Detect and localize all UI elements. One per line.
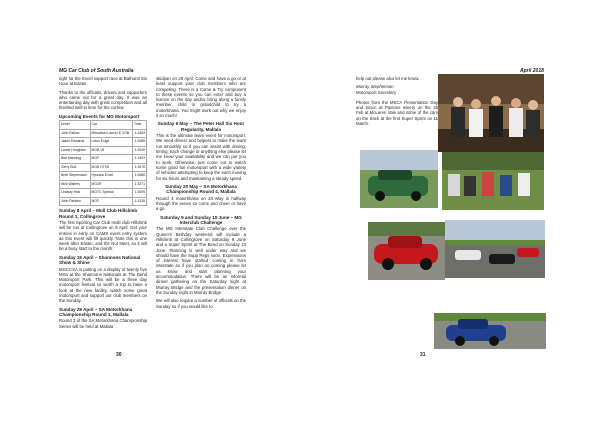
table-cell: 1:2085 <box>133 138 147 147</box>
table-cell: Nick Walters <box>60 180 91 189</box>
table-cell: Gerry Bull <box>60 163 91 172</box>
photo-blue-car <box>434 313 546 349</box>
section-heading: Sunday 6 May – The Peter Hall Six Hour Regularity, Mallala <box>157 121 245 132</box>
table-row <box>60 155 147 164</box>
table-row <box>60 129 147 138</box>
table-cell: MGF <box>90 155 133 164</box>
table-row <box>60 180 147 189</box>
photo-picnic-crowd <box>442 152 544 210</box>
table-cell: 1:3271 <box>133 180 147 189</box>
paragraph: Round 4 motorkhana on 20 May is halfway through the series so come and cheer or have a go. <box>156 195 246 212</box>
table-cell: Bob Manning <box>60 155 91 164</box>
table-header-cell: Time <box>133 121 147 130</box>
table-row <box>60 172 147 181</box>
table-cell: 1:2676 <box>133 163 147 172</box>
picnic-crowd-image <box>442 152 544 210</box>
signature-title: Motorsport Secretary <box>356 89 397 95</box>
paragraph: Thanks to the officials, drivers and supporters who came out for a great day. It was an entertaining day with great competition and all finished well in time for the curfew. <box>59 89 147 111</box>
photo-presentation-group <box>438 74 544 152</box>
paragraph: right for the Excel support race at Bathurst Six Hour at Easter. <box>59 76 147 87</box>
table-row <box>60 138 147 147</box>
paragraph: The MG Interstate Club Challenge over the Queen's Birthday weekend will include a Hillclimb at Collingrove on Saturday 9 June and a Super Sprint at The Bend on Sunday 10 June. Planning is well under way and we should have the Supp Regs soon. Expressions of interest have started coming in from interstate so if you plan on coming please let us know and start planning your accommodation. There will be an informal dinner gathering on the Saturday night at Murray Bridge and the presentation dinner on the Sunday night in Murray Bridge. <box>156 226 246 295</box>
table-row <box>60 197 147 206</box>
section-heading: Saturday 9 and Sunday 10 June – MG Interclub Challenge <box>160 214 242 225</box>
table-cell: John Eakins <box>60 129 91 138</box>
table-header-cell: Driver <box>60 121 91 130</box>
photo-track-cars <box>445 220 545 278</box>
header-club-name: MG Car Club of South Australia <box>59 68 134 74</box>
presentation-group-image <box>438 74 544 152</box>
table-header-cell: Car <box>90 121 133 130</box>
paragraph: We will also require a number of officials on the Sunday so if you would like to <box>156 298 246 309</box>
green-car-image <box>360 150 438 208</box>
table-cell: Brett Stephenson <box>60 172 91 181</box>
photo-green-car <box>360 150 438 208</box>
table-cell: MGB V8 <box>90 146 133 155</box>
table-cell: Mitsubishi Lancer E VOB <box>90 129 133 138</box>
paragraph: Photos from the MSCA Presentation Day and picnic at Paxtons winery on the 25 Feb at McLaren Vale and some of the cars on the track at the first Super Sprint on 11 March. <box>356 99 438 127</box>
red-car-image <box>368 222 445 280</box>
table-cell: Lindsay Hick <box>60 189 91 198</box>
paragraph: This is the ultimate team event for motorsport. We need drivers and helpers to make the team run smoothly so if you can assist with driving, timing, each change or anything else please let me know your availability and we can put you to work. Otherwise, just come out to watch some good fun motorsport with a wide variety of vehicles attempting to keep the each moving for six hours and maintaining a steady speed. <box>156 133 246 181</box>
table-cell: MGF <box>90 197 133 206</box>
section-heading: Sunday 29 April – SA Motorkhana Championship Round 1, Mallala <box>59 306 133 318</box>
table-cell: John Pantlen <box>60 197 91 206</box>
table-cell: Jason Edwards <box>60 138 91 147</box>
header-date: April 2018 <box>520 68 544 74</box>
column-3 <box>356 76 438 129</box>
table-cell: 1:3099 <box>133 189 147 198</box>
paragraph: help out please also let me know. <box>356 76 420 81</box>
photo-red-car <box>368 222 445 280</box>
section-heading: Sunday 15 April – Shannons National Show & Shine <box>59 254 141 266</box>
page-number-right: 31 <box>420 352 426 358</box>
column-1 <box>59 76 147 332</box>
table-row <box>60 163 147 172</box>
track-cars-image <box>445 220 545 278</box>
table-header-row <box>60 121 147 130</box>
table-cell: 1:3135 <box>133 197 147 206</box>
table-cell: 1:2049 <box>133 146 147 155</box>
page-number-left: 30 <box>116 352 122 358</box>
table-cell: MGB GTV8 <box>90 163 133 172</box>
signature-name: Murray Stephenson <box>356 84 394 90</box>
section-heading: Sunday 8 April – Mull Club Hillclimb Round 1, Collingrove <box>59 208 138 219</box>
table-cell: 1:3086 <box>133 172 147 181</box>
paragraph: skidpan on 29 April. Come and have a go or at least support your club members who are competing. There is a Come & Try component to these events so you can enter and buy a licence on the day and/or bring along a family member, child or grandchild to try a motorkhana. You might work out why we enjoy it so much! <box>156 76 246 119</box>
section-heading: Sunday 20 May – SA Motorkhana Championship Round 4, Mallala <box>165 183 237 195</box>
paragraph: Round 3 of the SA Motorkhana Championship Series will be held at Mallala <box>59 318 147 329</box>
table-title: Upcoming Events for MG Motorsport <box>59 113 140 119</box>
blue-car-image <box>434 313 546 349</box>
table-row <box>60 146 147 155</box>
table-cell: MGTC Special <box>90 189 133 198</box>
table-cell: MGZR <box>90 180 133 189</box>
column-2 <box>156 76 246 312</box>
table-cell: 1:2403 <box>133 155 147 164</box>
table-cell: Laurie Houghton <box>60 146 91 155</box>
paragraph: MGCCSA is putting on a display of twenty five MGs at the Shannons Nationals at The Bend Motorsport Park. This will be a three day motorsport festival so worth a trip to have a look at the new facility, watch some great motorsport and support our club members on the Sunday. <box>59 266 147 304</box>
events-table <box>59 120 147 206</box>
table-cell: Lotus Exige <box>90 138 133 147</box>
table-cell: Hyundai Excel <box>90 172 133 181</box>
paragraph: The first Sporting Car Club multi club Hillclimb will be run at Collingrove on 8 April. Get your entries in early on CAMS event entry system as this event will fill quickly. Note this is one week after Easter, and the Nut Meet, so it will be a busy start to the month. <box>59 220 147 252</box>
table-cell: 1:1663 <box>133 129 147 138</box>
table-row <box>60 189 147 198</box>
